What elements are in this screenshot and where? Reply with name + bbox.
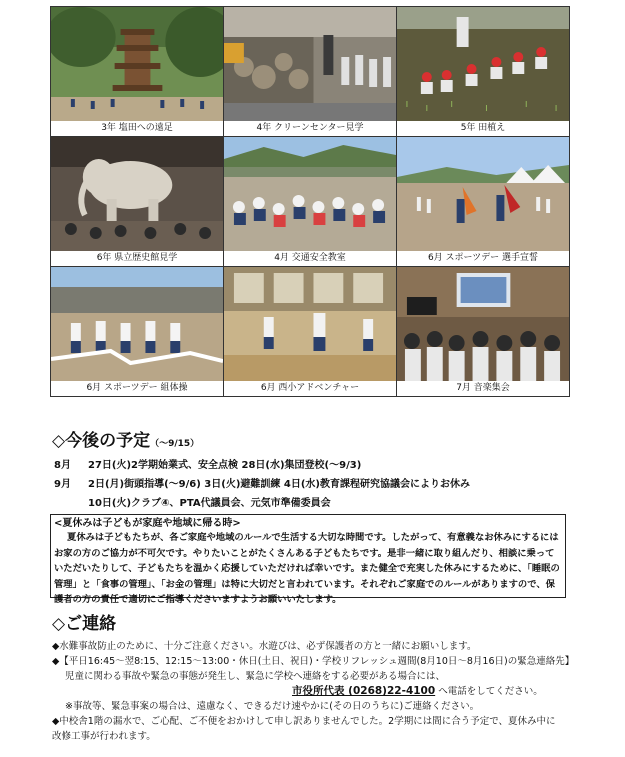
photo-grid — [50, 6, 570, 397]
photo-caption: 6月 スポーツデー 組体操 — [86, 383, 188, 393]
contact-phone-line — [52, 684, 572, 699]
summer-notice-box — [50, 514, 566, 605]
gymnastics-formation-photo — [51, 267, 223, 381]
contact-line: 児童に関わる事故や緊急の事態が発生し、緊急に学校へ連絡をする必要がある場合には、 — [65, 671, 446, 682]
contact-line: ◆【平日16:45〜翌8:15、12:15〜13:00・休日(土日、祝日)・学校リフレッシュ週間(8月10日〜8月16日)の緊急連絡先】 — [52, 656, 575, 667]
photo-caption: 7月 音楽集会 — [456, 383, 510, 393]
summer-notice-title: <夏休みは子どもが家庭や地域に帰る時> — [54, 518, 241, 529]
traffic-safety-photo — [224, 137, 396, 251]
music-assembly-photo — [397, 267, 569, 381]
photo-caption: 4年 クリーンセンター見学 — [256, 123, 364, 133]
emergency-phone: 市役所代表 (0268)22-4100 — [292, 685, 436, 697]
contact-line: ※事故等、緊急事案の場合は、遠慮なく、できるだけ速やかに(その日のうちに)ご連絡ください。 — [65, 701, 480, 712]
contact-notes — [52, 639, 575, 744]
rice-planting-photo — [397, 7, 569, 121]
summer-notice-body: 夏休みは子どもたちが、各ご家庭や地域のルールで生活する大切な時間です。したがって、有意義なお休みにするにはお家の方のご協力が不可欠です。やりたいことがたくさんある子どもたちです。是非一緒に取り組んだり、相談に乗っていただいたりして、子どもたちを温かく応援していただければ幸いです。また健全で充実した休みにするために、「睡眠の管理」と「食事の管理」、「お金の管理」は特に大切だと言われています。それぞれご家庭でのルールがありますので、保護者の方の責任で適切にご指導くださいますようお願いいたします。 — [54, 532, 560, 605]
pagoda-excursion-photo — [51, 7, 223, 121]
schedule-text: 10日(火)クラブ④、PTA代議員会、元気市準備委員会 — [88, 498, 331, 509]
schedule-line — [54, 456, 361, 471]
schedule-line — [54, 494, 331, 509]
photo-caption: 6月 スポーツデー 選手宣誓 — [427, 253, 539, 263]
photo-cell — [224, 267, 397, 397]
schedule-month: 9月 — [54, 479, 71, 490]
photo-cell — [224, 7, 397, 137]
schedule-heading — [52, 426, 199, 451]
schedule-text: 27日(火)2学期始業式、安全点検 28日(水)集団登校(〜9/3) — [88, 460, 362, 471]
photo-cell — [397, 137, 570, 267]
photo-caption: 6月 西小アドベンチャー — [260, 383, 360, 393]
contact-line: へ電話をしてください。 — [438, 686, 543, 697]
photo-caption: 3年 塩田への遠足 — [101, 123, 173, 133]
schedule-line — [54, 475, 470, 490]
photo-caption: 6年 県立歴史館見学 — [96, 253, 178, 263]
adventure-photo — [224, 267, 396, 381]
photo-cell — [397, 267, 570, 397]
contact-line: ◆中校舎1階の漏水で、ご心配、ご不便をおかけして申し訳ありませんでした。2学期には間に合う予定で、夏休み中に改修工事が行われます。 — [52, 716, 556, 742]
clean-center-photo — [224, 7, 396, 121]
schedule-title: ◇今後の予定 — [52, 431, 151, 451]
sports-day-oath-photo — [397, 137, 569, 251]
photo-caption: 4月 交通安全教室 — [274, 253, 346, 263]
photo-cell — [51, 137, 224, 267]
photo-caption: 5年 田植え — [460, 123, 506, 133]
photo-cell — [51, 267, 224, 397]
photo-cell — [397, 7, 570, 137]
history-museum-photo — [51, 137, 223, 251]
schedule-month: 8月 — [54, 460, 71, 471]
schedule-range: （〜9/15） — [150, 439, 200, 449]
contact-heading: ◇ご連絡 — [52, 614, 117, 634]
photo-cell — [51, 7, 224, 137]
photo-cell — [224, 137, 397, 267]
contact-line: ◆水難事故防止のために、十分ご注意ください。水遊びは、必ず保護者の方と一緒にお願いします。 — [52, 641, 477, 652]
schedule-text: 2日(月)街頭指導(〜9/6) 3日(火)避難訓練 4日(水)教育課程研究協議会によりお休み — [88, 479, 470, 490]
